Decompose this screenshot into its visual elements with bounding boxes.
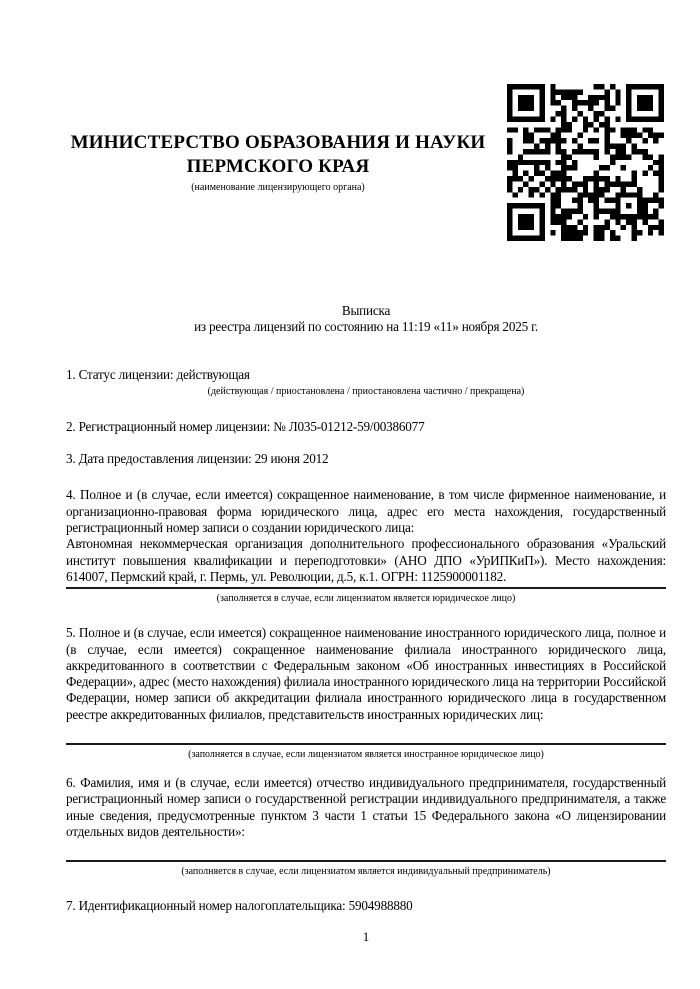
ministry-name-line2: ПЕРМСКОГО КРАЯ xyxy=(186,156,370,177)
foreign-entity-note: (заполняется в случае, если лицензиатом является иностранное юридическое лицо) xyxy=(188,749,544,761)
taxpayer-number-line: 7. Идентификационный номер налогоплательщика: 5904988880 xyxy=(66,898,413,914)
page-number: 1 xyxy=(362,929,370,944)
foreign-entity-label: 5. Полное и (в случае, если имеется) сокращенное наименование иностранного юридического лица, полное и (в случае, если имеется) сокращенное наименование филиала иностранного юридического лица, аккредитованного в соответствии с Федеральным законом «Об иностранных инвестициях в Российской Федерации», адрес (место нахождения) филиала иностранного юридического лица на территории Российской Федерации, номер записи об аккредитации филиала иностранного юридического лица в государственном реестре аккредитованных филиалов, представительств иностранных юридических лиц: xyxy=(66,625,666,722)
document-title-block xyxy=(66,303,666,336)
ministry-name-line1: МИНИСТЕРСТВО ОБРАЗОВАНИЯ И НАУКИ xyxy=(70,132,486,153)
license-status-line: 1. Статус лицензии: действующая xyxy=(66,366,250,382)
licensing-authority-caption: (наименование лицензирующего органа) xyxy=(191,182,365,193)
legal-entity-name-value: Автономная некоммерческая организация дополнительного профессионального образования «Уральский институт повышения квалификации и переподготовки» (АНО ДПО «УрИПКиП»). Место нахождения: 614007, Пермский край, г. Пермь, ул. Революции, д.5, к.1. ОГРН: 1125900001182. xyxy=(66,536,666,584)
document-body xyxy=(66,303,666,915)
licensing-authority-header xyxy=(66,131,490,194)
individual-entrepreneur-label: 6. Фамилия, имя и (в случае, если имеется) отчество индивидуального предпринимателя, государственный регистрационный номер записи о государственной регистрации индивидуального предпринимателя, а также иные сведения, предусмотренные пунктом 3 части 1 статьи 15 Федерального закона «О лицензировании отдельных видов деятельности»: xyxy=(66,775,666,839)
document-title: Выписка xyxy=(341,303,391,318)
registration-number-line: 2. Регистрационный номер лицензии: № Л035-01212-59/00386077 xyxy=(66,418,425,434)
legal-entity-field-underline xyxy=(66,587,666,589)
individual-entrepreneur-field-underline xyxy=(66,860,666,862)
legal-entity-note: (заполняется в случае, если лицензиатом является юридическое лицо) xyxy=(216,593,516,605)
qr-code xyxy=(507,84,664,241)
document-subtitle: из реестра лицензий по состоянию на 11:19 «11» ноября 2025 г. xyxy=(194,319,538,335)
license-grant-date-line: 3. Дата предоставления лицензии: 29 июня 2012 xyxy=(66,451,329,467)
foreign-entity-field-underline xyxy=(66,743,666,745)
license-status-note: (действующая / приостановлена / приостановлена частично / прекращена) xyxy=(207,385,525,397)
legal-entity-name-label: 4. Полное и (в случае, если имеется) сокращенное наименование, в том числе фирменное наименование, и организационно-правовая форма юридического лица, адрес его места нахождения, государственный регистрационный номер записи о создании юридического лица: xyxy=(66,487,666,536)
individual-entrepreneur-note: (заполняется в случае, если лицензиатом является индивидуальный предприниматель) xyxy=(181,866,551,878)
